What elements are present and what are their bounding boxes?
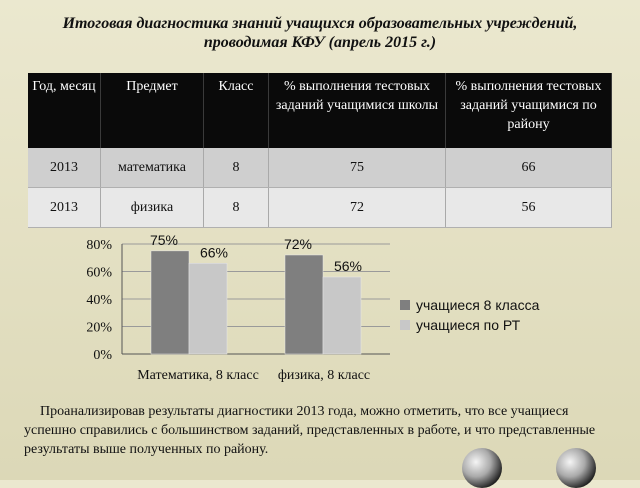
- data-label: 72%: [283, 236, 313, 252]
- decorative-sphere-icon: [556, 448, 596, 488]
- table-cell: 8: [204, 148, 269, 188]
- category-label-physics: физика, 8 класс: [277, 368, 371, 383]
- table-cell: 2013: [28, 148, 101, 188]
- table-header-row: [28, 73, 612, 148]
- table-cell: математика: [101, 148, 204, 188]
- bar: [285, 255, 323, 354]
- table-cell: 66: [446, 148, 612, 188]
- header-grade: Класс: [204, 73, 269, 148]
- table-cell: 8: [204, 188, 269, 228]
- header-school-percent: % выполнения тестовых заданий учащимися школы: [269, 73, 446, 148]
- header-subject: Предмет: [101, 73, 204, 148]
- data-label: 56%: [333, 258, 363, 274]
- y-tick-label: 80%: [86, 238, 112, 253]
- category-label-math: Математика, 8 класс: [137, 368, 259, 383]
- y-tick-label: 60%: [86, 265, 112, 281]
- conclusion-paragraph: Проанализировав результаты диагностики 2013 года, можно отметить, что все учащиеся успешно справились с большинством заданий, представленных в работе, и что представленные результаты выше полученных по району.: [24, 404, 596, 457]
- table-cell: 75: [269, 148, 446, 188]
- results-table: [28, 73, 612, 228]
- bar: [151, 251, 189, 354]
- header-year: Год, месяц: [28, 73, 101, 148]
- chart-legend: [400, 295, 539, 335]
- page-title: Итоговая диагностика знаний учащихся образовательных учреждений, проводимая КФУ (апрель 2015 г.): [62, 15, 578, 51]
- y-tick-label: 40%: [86, 293, 112, 308]
- table-cell: 56: [446, 188, 612, 228]
- table-cell: 2013: [28, 188, 101, 228]
- table-cell: 72: [269, 188, 446, 228]
- table-cell: физика: [101, 188, 204, 228]
- header-district-percent: % выполнения тестовых заданий учащимися по району: [446, 73, 612, 148]
- legend-label-district: учащиеся по РТ: [416, 317, 521, 333]
- legend-item: [400, 295, 539, 315]
- legend-label-school: учащиеся 8 класса: [416, 297, 540, 313]
- decorative-sphere-icon: [462, 448, 502, 488]
- y-tick-label: 0%: [93, 348, 112, 363]
- data-label: 66%: [199, 244, 229, 261]
- legend-item: [400, 315, 539, 335]
- table-row: [28, 188, 612, 228]
- legend-swatch-district: [400, 320, 410, 330]
- bar: [323, 277, 361, 354]
- legend-swatch-school: [400, 300, 410, 310]
- bar: [189, 263, 227, 354]
- table-row: [28, 148, 612, 188]
- y-tick-label: 20%: [86, 320, 112, 336]
- data-label: 75%: [149, 232, 179, 248]
